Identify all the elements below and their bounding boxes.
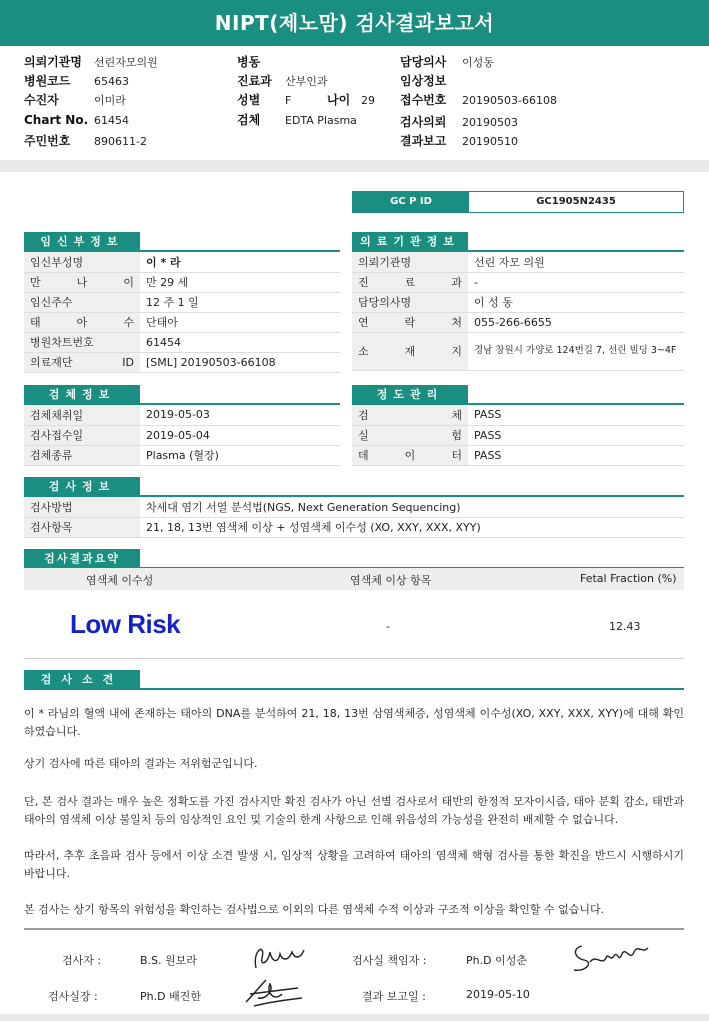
findings-paragraph: 상기 검사에 따른 태아의 결과는 저위험군입니다.	[24, 757, 258, 770]
table-row: 검사항목 21, 18, 13번 염색체 이상 + 성염색체 이수성 (XO, XXY, XXX, XYY)	[24, 517, 684, 537]
table-row: 진 료 과 -	[352, 272, 684, 292]
header-department: 진료과 산부인과	[237, 74, 328, 88]
lab-director-name: Ph.D 배진한	[140, 990, 201, 1003]
table-row: 연 락 처 055-266-6655	[352, 312, 684, 332]
tester-signature	[248, 938, 308, 974]
qc-info-title: 정도관리	[352, 385, 468, 405]
findings-title: 검사소견	[24, 670, 140, 690]
risk-result: Low Risk	[70, 609, 181, 639]
table-row: 데 이 터 PASS	[352, 445, 684, 465]
table-row: 의뢰기관명 선린 자모 의원	[352, 252, 684, 272]
findings-paragraph: 따라서, 추후 초음파 검사 등에서 이상 소견 발생 시, 임상적 상황을 고려하여 태아의 염색체 핵형 검사를 통한 확진을 반드시 시행하시기 바랍니다.	[24, 849, 684, 880]
table-row: 병원차트번호 61454	[24, 332, 340, 352]
specimen-info-table	[24, 405, 340, 466]
table-row: 만 나 이 만 29 세	[24, 272, 340, 292]
report-date-label: 결과 보고일 :	[362, 990, 426, 1003]
table-row: 태 아 수 단태아	[24, 312, 340, 332]
gcpid-label: GC P ID	[353, 192, 469, 212]
table-row: 임신주수 12 주 1 일	[24, 292, 340, 312]
institution-info-title: 의료기관정보	[352, 232, 468, 252]
lab-chief-signature	[568, 936, 652, 976]
header-request-date: 검사의뢰 20190503	[400, 115, 518, 129]
table-row: 검사방법 차세대 염기 서열 분석법(NGS, Next Generation Sequencing)	[24, 497, 684, 517]
header-report-date: 결과보고 20190510	[400, 134, 518, 148]
test-info-table	[24, 497, 684, 538]
header-recipient: 수진자 이미라	[24, 93, 126, 107]
gcpid-value: GC1905N2435	[536, 196, 616, 207]
summary-col-aneuploidy: 염색체 이수성	[86, 574, 154, 587]
table-row: 소 재 지 경남 창원시 가양로 124번길 7, 선린 빌딩 3~4F	[352, 332, 684, 370]
header-chart-no: Chart No. 61454	[24, 113, 129, 127]
summary-header	[24, 568, 684, 590]
findings-body	[24, 705, 684, 933]
signature-rule	[24, 928, 684, 930]
findings-paragraph: 단, 본 검사 결과는 매우 높은 정확도를 가진 검사지만 확진 검사가 아닌 선별 검사로서 태반의 한정적 모자이시즘, 태아 분획 감소, 태반과 태아의 염색체 이상 불일치 등의 임상적인 요인 및 기술의 한계 사항으로 인해 위음성의 가능성을 완전히 배제할 수 없습니다.	[24, 795, 684, 826]
table-row: 의료재단 ID [SML] 20190503-66108	[24, 352, 340, 372]
table-row: 담당의사명 이 성 동	[352, 292, 684, 312]
table-row: 검 체 PASS	[352, 405, 684, 425]
lab-chief-label: 검사실 책임자 :	[352, 954, 427, 967]
findings-rule	[24, 688, 684, 690]
tester-label: 검사자 :	[62, 954, 102, 967]
header-ward: 병동	[237, 55, 261, 69]
institution-info-table	[352, 252, 684, 371]
lab-director-label: 검사실장 :	[48, 990, 98, 1003]
table-row: 검체종류 Plasma (혈장)	[24, 445, 340, 465]
header-specimen: 검체 EDTA Plasma	[237, 113, 357, 127]
summary-col-fetal-fraction: Fetal Fraction (%)	[580, 572, 677, 585]
fetal-fraction-value: 12.43	[609, 620, 641, 633]
table-row: 검사접수일 2019-05-04	[24, 425, 340, 445]
test-info-title: 검사정보	[24, 477, 140, 497]
header-divider	[0, 160, 709, 172]
pregnant-info-title: 임신부정보	[24, 232, 140, 252]
summary-bottom-rule	[24, 658, 684, 659]
table-row: 실 험 PASS	[352, 425, 684, 445]
footer-bar	[0, 1014, 709, 1021]
header-hospital-code: 병원코드 65463	[24, 74, 129, 88]
pregnant-info-table	[24, 252, 340, 373]
findings-paragraph: 본 검사는 상기 항목의 위험성을 확인하는 검사법으로 이외의 다른 염색체 수적 이상과 구조적 이상을 확인할 수 없습니다.	[24, 903, 605, 916]
abnormal-items-value: -	[386, 620, 390, 633]
gcpid-box	[352, 191, 684, 213]
specimen-info-title: 검체정보	[24, 385, 140, 405]
findings-paragraph: 이 * 라님의 혈액 내에 존재하는 태아의 DNA를 분석하여 21, 18, 13번 삼염색체증, 성염색체 이수성(XO, XXY, XXX, XYY)에 대해 확인하였습니다.	[24, 707, 684, 738]
header-clinical-info: 임상정보	[400, 74, 447, 88]
lab-chief-name: Ph.D 이성춘	[466, 954, 527, 967]
header-institution: 의뢰기관명 선린자모의원	[24, 55, 158, 69]
summary-title: 검사결과요약	[24, 549, 140, 569]
report-title: NIPT(제노맘) 검사결과보고서	[0, 0, 709, 46]
header-sex: 성별 F	[237, 93, 292, 107]
lab-director-signature	[240, 972, 306, 1012]
header-resident-no: 주민번호 890611-2	[24, 134, 147, 148]
header-doctor: 담당의사 이성동	[400, 55, 494, 69]
qc-info-table	[352, 405, 684, 466]
header-age: 나이 29	[327, 93, 375, 107]
tester-name: B.S. 원보라	[140, 954, 197, 967]
report-date-value: 2019-05-10	[466, 988, 530, 1001]
table-row: 검체채취일 2019-05-03	[24, 405, 340, 425]
header-receipt-no: 접수번호 20190503-66108	[400, 93, 557, 107]
summary-col-abnormal: 염색체 이상 항목	[350, 574, 432, 587]
table-row: 임신부성명 이 * 라	[24, 252, 340, 272]
report-header	[24, 53, 704, 153]
